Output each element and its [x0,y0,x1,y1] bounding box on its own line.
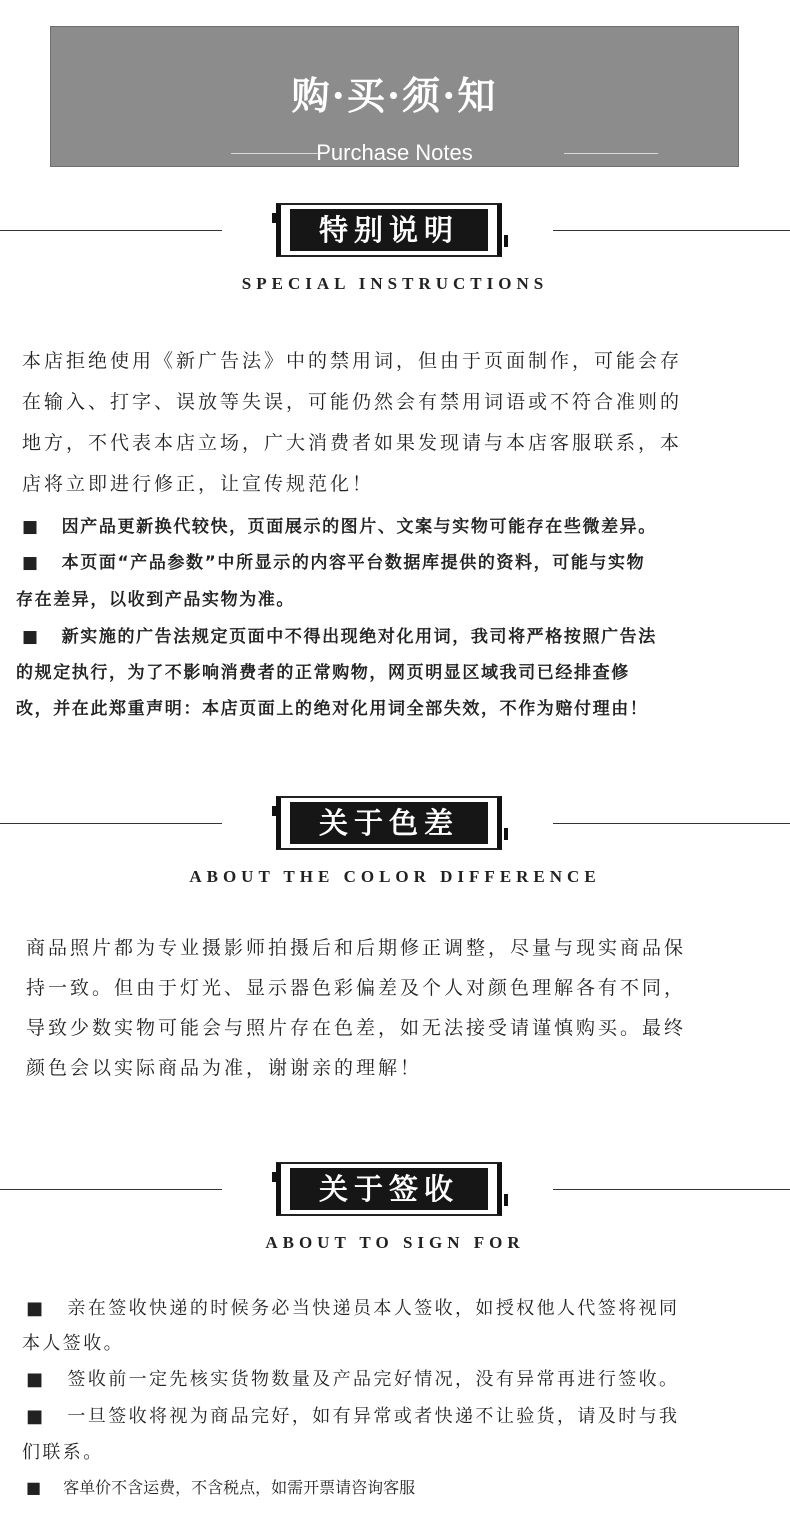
section-title-stamp [270,792,510,854]
stamp-mark [272,806,276,816]
section-title-stamp [270,199,510,261]
divider-line [0,230,222,231]
divider-line [553,1189,790,1190]
paragraph-line: 导致少数实物可能会与照片存在色差，如无法接受请谨慎购买。最终 [26,1017,687,1039]
banner-title: 购·买·须·知 [291,73,498,118]
paragraph-line: 颜色会以实际商品为准，谢谢亲的理解！ [26,1057,423,1079]
note-text: 亲在签收快递的时候务必当快递员本人签收，如授权他人代签将视同 [67,1298,680,1319]
note-text: 一旦签收将视为商品完好，如有异常或者快递不让验货，请及时与我 [67,1406,680,1427]
paragraph-line: 商品照片都为专业摄影师拍摄后和后期修正调整，尽量与现实商品保 [26,937,687,959]
sign-for-header [0,1158,790,1268]
section-title: 关于色差 [290,802,488,844]
note-text: 新实施的广告法规定页面中不得出现绝对化用词，我司将严格按照广告法 [61,627,657,647]
paragraph-line: 持一致。但由于灯光、显示器色彩偏差及个人对颜色理解各有不同， [26,977,687,999]
bullet-square-icon: ■ [26,1406,46,1427]
note-line [16,694,648,719]
paragraph-line: 店将立即进行修正，让宣传规范化！ [22,473,375,495]
bullet-square-icon: ■ [22,517,40,537]
color-difference-header [0,792,790,902]
divider-line [553,230,790,231]
note-text: 们联系。 [22,1442,104,1463]
paragraph-line: 本店拒绝使用《新广告法》中的禁用词，但由于页面制作，可能会存 [22,350,683,372]
note-text: 签收前一定先核实货物数量及产品完好情况，没有异常再进行签收。 [67,1369,680,1390]
section-subtitle-en: ABOUT THE COLOR DIFFERENCE [189,867,601,886]
note-text: 本人签收。 [22,1333,124,1354]
section-subtitle-en: ABOUT TO SIGN FOR [265,1233,525,1252]
paragraph-line: 地方，不代表本店立场，广大消费者如果发现请与本店客服联系，本 [22,432,683,454]
note-text: 客单价不含运费，不含税点，如需开票请咨询客服 [63,1478,416,1497]
divider-line [0,1189,222,1190]
bullet-square-icon: ■ [22,553,40,573]
bullet-square-icon: ■ [26,1369,46,1390]
note-text: 存在差异，以收到产品实物为准。 [16,590,295,610]
section-title: 特别说明 [290,209,488,251]
stamp-mark [504,235,508,247]
special-instructions-header [0,199,790,309]
bullet-square-icon: ■ [26,1298,46,1319]
stamp-mark [504,828,508,840]
note-line [22,512,657,537]
section-title: 关于签收 [290,1168,488,1210]
banner-subtitle: Purchase Notes [316,140,473,165]
divider-line [564,153,658,154]
note-text: 改，并在此郑重声明：本店页面上的绝对化用词全部失效，不作为赔付理由！ [16,699,649,719]
note-line [22,548,645,573]
divider-line [553,823,790,824]
banner-subtitle-row [51,139,738,167]
note-line [16,585,295,610]
section-title-stamp [270,1158,510,1220]
bullet-square-icon: ■ [22,627,40,647]
note-text: 因产品更新换代较快，页面展示的图片、文案与实物可能存在些微差异。 [61,517,657,537]
section-subtitle-en: SPECIAL INSTRUCTIONS [241,274,549,293]
bullet-square-icon: ■ [26,1478,42,1497]
note-line [16,658,630,683]
stamp-mark [272,1172,276,1182]
stamp-mark [504,1194,508,1206]
note-line [26,1402,679,1428]
note-line [26,1294,679,1320]
note-text: 的规定执行，为了不影响消费者的正常购物，网页明显区域我司已经排查修 [16,663,630,683]
note-line [26,1365,679,1391]
note-line [26,1475,415,1498]
note-line [22,1438,104,1464]
paragraph-line: 在输入、打字、误放等失误，可能仍然会有禁用词语或不符合准则的 [22,391,683,413]
stamp-mark [272,213,276,223]
note-text: 本页面“产品参数”中所显示的内容平台数据库提供的资料，可能与实物 [61,553,646,573]
note-line [22,622,657,647]
purchase-notes-banner [50,26,739,167]
divider-line [0,823,222,824]
note-line [22,1329,124,1355]
